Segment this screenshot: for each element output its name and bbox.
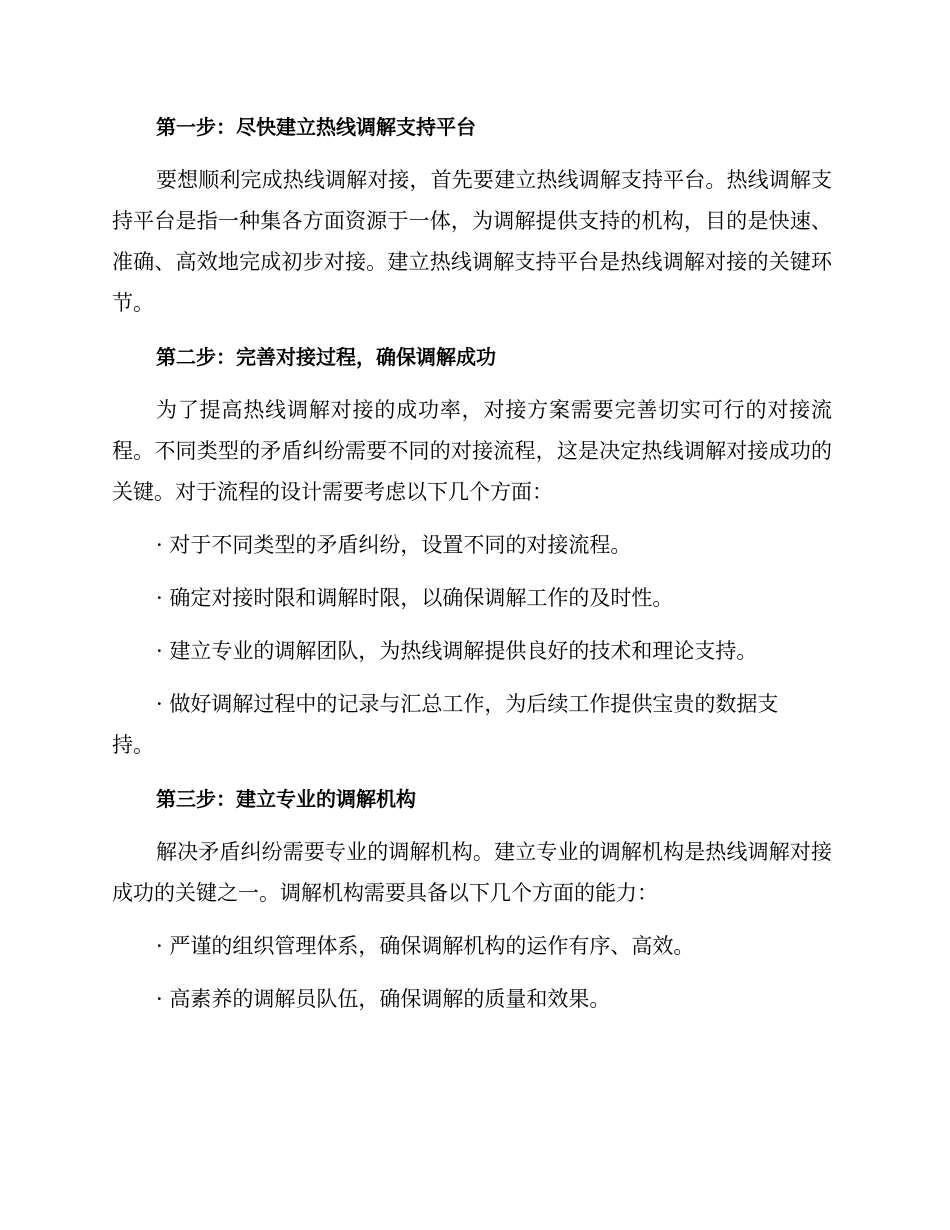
step3-bullet-item: · 严谨的组织管理体系，确保调解机构的运作有序、高效。 (156, 934, 695, 958)
step1-heading: 第一步：尽快建立热线调解支持平台 (156, 115, 476, 139)
step2-bullet-item: · 做好调解过程中的记录与汇总工作，为后续工作提供宝贵的数据支持。 (112, 692, 779, 757)
step1-paragraph: 要想顺利完成热线调解对接，首先要建立热线调解支持平台。热线调解支持平台是指一种集各方面资源于一体，为调解提供支持的机构，目的是快速、准确、高效地完成初步对接。建立热线调解支持平台是热线调解对接的关键环节。 (112, 168, 832, 315)
step3-bullet-item: · 高素养的调解员队伍，确保调解的质量和效果。 (156, 987, 611, 1011)
step2-paragraph: 为了提高热线调解对接的成功率，对接方案需要完善切实可行的对接流程。不同类型的矛盾纠纷需要不同的对接流程，这是决定热线调解对接成功的关键。对于流程的设计需要考虑以下几个方面： (112, 398, 832, 504)
step3-heading: 第三步：建立专业的调解机构 (156, 787, 416, 811)
step2-bullet-item: · 对于不同类型的矛盾纠纷，设置不同的对接流程。 (156, 533, 632, 557)
document-body (112, 106, 832, 1032)
step2-bullet-item: · 确定对接时限和调解时限，以确保调解工作的及时性。 (156, 586, 674, 610)
step3-paragraph: 解决矛盾纠纷需要专业的调解机构。建立专业的调解机构是热线调解对接成功的关键之一。调解机构需要具备以下几个方面的能力： (112, 840, 832, 905)
step2-bullet-item: · 建立专业的调解团队，为热线调解提供良好的技术和理论支持。 (156, 639, 758, 663)
step2-heading: 第二步：完善对接过程，确保调解成功 (156, 345, 496, 369)
